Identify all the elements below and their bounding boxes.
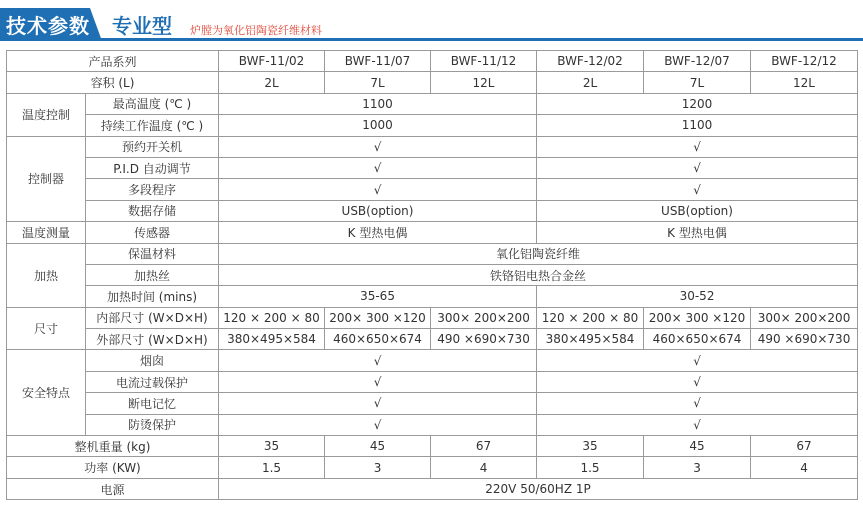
check-mark: √ bbox=[219, 136, 537, 157]
volume-cell: 12L bbox=[751, 72, 858, 93]
check-mark: √ bbox=[537, 350, 858, 371]
power-supply-label: 电源 bbox=[7, 478, 219, 499]
outer-size-cell: 460×650×674 bbox=[325, 329, 431, 350]
storage-value: USB(option) bbox=[219, 200, 537, 221]
safety-group: 安全特点 bbox=[7, 350, 86, 436]
model-cell: BWF-11/02 bbox=[219, 51, 325, 72]
check-mark: √ bbox=[219, 371, 537, 392]
wire-value: 铁铬铝电热合金丝 bbox=[219, 264, 858, 285]
power-cell: 3 bbox=[644, 457, 751, 478]
outer-size-cell: 490 ×690×730 bbox=[751, 329, 858, 350]
spec-table bbox=[6, 50, 858, 500]
table-row bbox=[7, 393, 858, 414]
weight-cell: 45 bbox=[644, 436, 751, 457]
table-row bbox=[7, 222, 858, 243]
table-row bbox=[7, 264, 858, 285]
inner-size-cell: 120 × 200 × 80 bbox=[537, 307, 644, 328]
weight-cell: 35 bbox=[219, 436, 325, 457]
check-mark: √ bbox=[537, 393, 858, 414]
volume-cell: 7L bbox=[644, 72, 751, 93]
outer-size-cell: 380×495×584 bbox=[537, 329, 644, 350]
section-subtitle: 专业型 bbox=[112, 14, 172, 38]
heating-group: 加热 bbox=[7, 243, 86, 307]
check-mark: √ bbox=[219, 393, 537, 414]
model-cell: BWF-11/12 bbox=[431, 51, 537, 72]
section-title: 技术参数 bbox=[6, 14, 90, 38]
scald-protection-label: 防烫保护 bbox=[86, 414, 219, 435]
max-temp-11: 1100 bbox=[219, 93, 537, 114]
chamber-note: 炉膛为氧化铝陶瓷纤维材料 bbox=[190, 24, 322, 37]
check-mark: √ bbox=[219, 414, 537, 435]
volume-cell: 2L bbox=[537, 72, 644, 93]
work-temp-11: 1000 bbox=[219, 115, 537, 136]
check-mark: √ bbox=[537, 136, 858, 157]
sensor-label: 传感器 bbox=[86, 222, 219, 243]
check-mark: √ bbox=[219, 350, 537, 371]
inner-size-label: 内部尺寸 (W×D×H) bbox=[86, 307, 219, 328]
table-row bbox=[7, 414, 858, 435]
product-series-label: 产品系列 bbox=[7, 51, 219, 72]
heating-time-11: 35-65 bbox=[219, 286, 537, 307]
work-temp-12: 1100 bbox=[537, 115, 858, 136]
max-temp-label: 最高温度 (℃ ) bbox=[86, 93, 219, 114]
volume-cell: 12L bbox=[431, 72, 537, 93]
outer-size-cell: 490 ×690×730 bbox=[431, 329, 537, 350]
inner-size-cell: 300× 200×200 bbox=[751, 307, 858, 328]
inner-size-cell: 300× 200×200 bbox=[431, 307, 537, 328]
check-mark: √ bbox=[537, 414, 858, 435]
table-row bbox=[7, 72, 858, 93]
table-row bbox=[7, 329, 858, 350]
storage-value: USB(option) bbox=[537, 200, 858, 221]
power-cell: 1.5 bbox=[537, 457, 644, 478]
table-row bbox=[7, 457, 858, 478]
insulation-label: 保温材料 bbox=[86, 243, 219, 264]
storage-label: 数据存储 bbox=[86, 200, 219, 221]
insulation-value: 氧化铝陶瓷纤维 bbox=[219, 243, 858, 264]
weight-label: 整机重量 (kg) bbox=[7, 436, 219, 457]
outer-size-cell: 460×650×674 bbox=[644, 329, 751, 350]
multi-program-label: 多段程序 bbox=[86, 179, 219, 200]
chimney-label: 烟囱 bbox=[86, 350, 219, 371]
inner-size-cell: 120 × 200 × 80 bbox=[219, 307, 325, 328]
max-temp-12: 1200 bbox=[537, 93, 858, 114]
weight-cell: 67 bbox=[431, 436, 537, 457]
volume-cell: 2L bbox=[219, 72, 325, 93]
sensor-value: K 型热电偶 bbox=[219, 222, 537, 243]
check-mark: √ bbox=[537, 157, 858, 178]
check-mark: √ bbox=[537, 371, 858, 392]
volume-cell: 7L bbox=[325, 72, 431, 93]
table-row bbox=[7, 478, 858, 499]
timer-label: 预约开关机 bbox=[86, 136, 219, 157]
check-mark: √ bbox=[219, 179, 537, 200]
work-temp-label: 持续工作温度 (℃ ) bbox=[86, 115, 219, 136]
power-memory-label: 断电记忆 bbox=[86, 393, 219, 414]
power-cell: 1.5 bbox=[219, 457, 325, 478]
table-row bbox=[7, 307, 858, 328]
power-cell: 4 bbox=[751, 457, 858, 478]
outer-size-cell: 380×495×584 bbox=[219, 329, 325, 350]
table-row bbox=[7, 136, 858, 157]
table-row bbox=[7, 371, 858, 392]
weight-cell: 35 bbox=[537, 436, 644, 457]
temp-measure-group: 温度测量 bbox=[7, 222, 86, 243]
wire-label: 加热丝 bbox=[86, 264, 219, 285]
controller-group: 控制器 bbox=[7, 136, 86, 222]
weight-cell: 67 bbox=[751, 436, 858, 457]
heating-time-12: 30-52 bbox=[537, 286, 858, 307]
table-row bbox=[7, 286, 858, 307]
pid-label: P.I.D 自动调节 bbox=[86, 157, 219, 178]
check-mark: √ bbox=[537, 179, 858, 200]
table-row bbox=[7, 436, 858, 457]
table-row bbox=[7, 157, 858, 178]
sensor-value: K 型热电偶 bbox=[537, 222, 858, 243]
power-cell: 3 bbox=[325, 457, 431, 478]
power-supply-value: 220V 50/60HZ 1P bbox=[219, 478, 858, 499]
header bbox=[0, 0, 863, 44]
inner-size-cell: 200× 300 ×120 bbox=[644, 307, 751, 328]
model-cell: BWF-11/07 bbox=[325, 51, 431, 72]
weight-cell: 45 bbox=[325, 436, 431, 457]
model-cell: BWF-12/07 bbox=[644, 51, 751, 72]
size-group: 尺寸 bbox=[7, 307, 86, 350]
temp-control-group: 温度控制 bbox=[7, 93, 86, 136]
table-row bbox=[7, 115, 858, 136]
table-row bbox=[7, 200, 858, 221]
table-row bbox=[7, 51, 858, 72]
inner-size-cell: 200× 300 ×120 bbox=[325, 307, 431, 328]
table-row bbox=[7, 350, 858, 371]
check-mark: √ bbox=[219, 157, 537, 178]
table-row bbox=[7, 179, 858, 200]
model-cell: BWF-12/12 bbox=[751, 51, 858, 72]
volume-label: 容积 (L) bbox=[7, 72, 219, 93]
power-cell: 4 bbox=[431, 457, 537, 478]
overcurrent-label: 电流过载保护 bbox=[86, 371, 219, 392]
power-label: 功率 (KW) bbox=[7, 457, 219, 478]
outer-size-label: 外部尺寸 (W×D×H) bbox=[86, 329, 219, 350]
model-cell: BWF-12/02 bbox=[537, 51, 644, 72]
heating-time-label: 加热时间 (mins) bbox=[86, 286, 219, 307]
table-row bbox=[7, 93, 858, 114]
table-row bbox=[7, 243, 858, 264]
